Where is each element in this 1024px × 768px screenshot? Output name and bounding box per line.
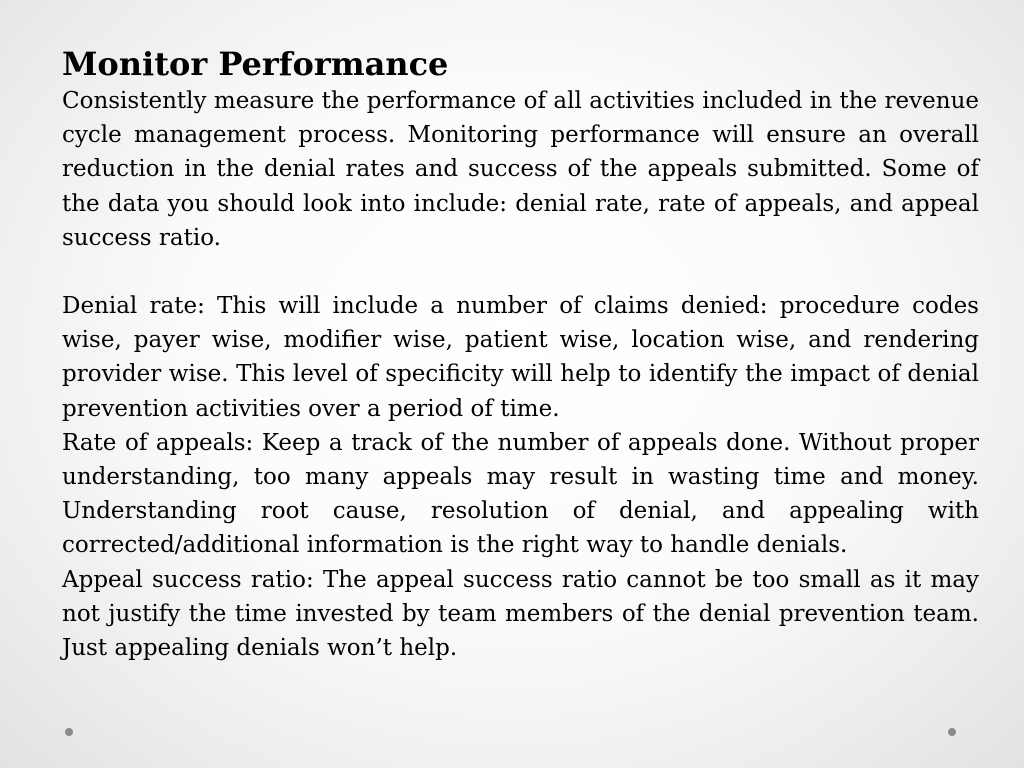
- intro-paragraph: Consistently measure the performance of all activities included in the revenue cycle management process. Monitoring performance will ensure an overall reduction in the denial rates and success of the appeals submitted. Some of the data you should look into include: denial rate, rate of appeals, and appeal success ratio.: [62, 88, 979, 251]
- denial-rate-paragraph: Denial rate: This will include a number of claims denied: procedure codes wise, payer wise, modifier wise, patient wise, location wise, and rendering provider wise. This level of specificity will help to identify the impact of denial prevention activities over a period of time.: [62, 293, 979, 422]
- decorative-dot-left: [65, 728, 73, 736]
- decorative-dot-right: [948, 728, 956, 736]
- paragraph-spacer: [62, 255, 979, 289]
- slide-title: Monitor Performance: [62, 45, 449, 83]
- appeal-success-ratio-paragraph: Appeal success ratio: The appeal success ratio cannot be too small as it may not justify the time invested by team members of the denial prevention team. Just appealing denials won’t help.: [62, 566, 979, 662]
- rate-of-appeals-paragraph: Rate of appeals: Keep a track of the number of appeals done. Without proper understanding, too many appeals may result in wasting time and money. Understanding root cause, resolution of denial, and appealing with corrected/additional information is the right way to handle denials.: [62, 429, 979, 559]
- slide-content: [62, 44, 979, 665]
